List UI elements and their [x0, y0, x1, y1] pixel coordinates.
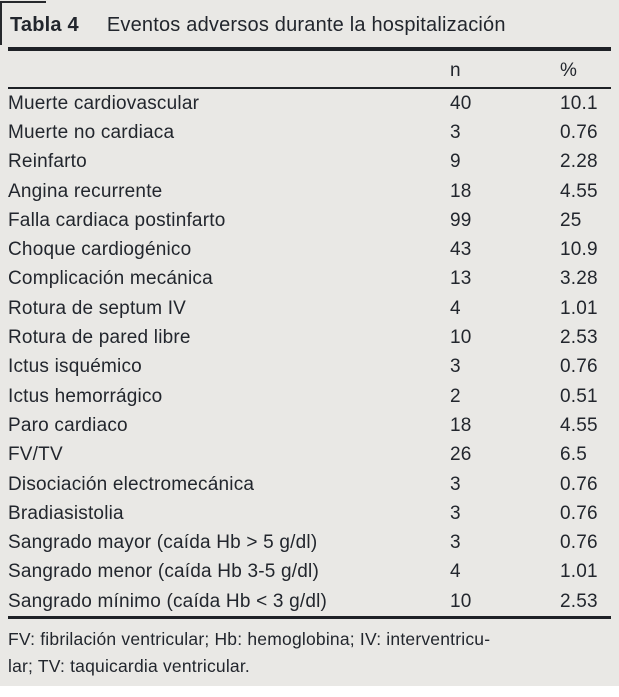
n-value: 3	[450, 356, 461, 378]
event-label: Rotura de pared libre	[8, 327, 191, 349]
table-caption	[8, 0, 611, 47]
percent-value: 1.01	[560, 561, 598, 583]
event-label: Ictus hemorrágico	[8, 385, 163, 407]
percent-value: 4.55	[560, 180, 598, 202]
table-header-row	[8, 51, 611, 87]
percent-value: 1.01	[560, 297, 598, 319]
event-label: Ictus isquémico	[8, 356, 142, 378]
header-percent-column: %	[560, 60, 577, 81]
n-value: 18	[450, 414, 472, 436]
event-label: Reinfarto	[8, 151, 87, 173]
percent-value: 2.28	[560, 151, 598, 173]
percent-value: 2.53	[560, 590, 598, 612]
n-value: 13	[450, 268, 472, 290]
table-row	[8, 470, 611, 499]
table-row	[8, 206, 611, 235]
percent-value: 10.9	[560, 239, 598, 261]
n-value: 18	[450, 180, 472, 202]
event-label: Angina recurrente	[8, 180, 163, 202]
event-label: Falla cardiaca postinfarto	[8, 209, 226, 231]
table-rows	[8, 89, 611, 616]
percent-value: 4.55	[560, 414, 598, 436]
table-row	[8, 323, 611, 352]
event-label: Bradiasistolia	[8, 502, 124, 524]
table-row	[8, 528, 611, 557]
header-event-column	[8, 82, 450, 87]
event-label: Disociación electromecánica	[8, 473, 255, 495]
event-label: FV/TV	[8, 444, 63, 466]
table-row	[8, 587, 611, 616]
event-label: Paro cardiaco	[8, 414, 128, 436]
table-row	[8, 558, 611, 587]
n-value: 10	[450, 327, 472, 349]
percent-value: 0.51	[560, 385, 598, 407]
n-value: 4	[450, 561, 461, 583]
table-row	[8, 499, 611, 528]
percent-value: 0.76	[560, 532, 598, 554]
n-value: 99	[450, 209, 472, 231]
event-label: Muerte cardiovascular	[8, 92, 200, 114]
percent-value: 25	[560, 209, 582, 231]
event-label: Choque cardiogénico	[8, 239, 192, 261]
table-title-text: Eventos adversos durante la hospitalización	[106, 14, 506, 36]
footnote-line-1: FV: fibrilación ventricular; Hb: hemoglobina; IV: interventricu-	[8, 629, 491, 650]
table-number-label: Tabla 4	[10, 14, 79, 36]
table-row	[8, 177, 611, 206]
n-value: 10	[450, 590, 472, 612]
n-value: 9	[450, 151, 461, 173]
n-value: 3	[450, 502, 461, 524]
n-value: 40	[450, 92, 472, 114]
table-row	[8, 148, 611, 177]
n-value: 3	[450, 473, 461, 495]
n-value: 3	[450, 532, 461, 554]
table-row	[8, 294, 611, 323]
percent-value: 0.76	[560, 473, 598, 495]
event-label: Muerte no cardiaca	[8, 121, 175, 143]
table-row	[8, 411, 611, 440]
table-row	[8, 235, 611, 264]
n-value: 2	[450, 385, 461, 407]
table-row	[8, 118, 611, 147]
percent-value: 6.5	[560, 444, 588, 466]
event-label: Sangrado mínimo (caída Hb < 3 g/dl)	[8, 590, 328, 612]
percent-value: 0.76	[560, 502, 598, 524]
table-row	[8, 353, 611, 382]
table-row	[8, 265, 611, 294]
table-footnote	[8, 619, 611, 680]
percent-value: 2.53	[560, 327, 598, 349]
event-label: Sangrado mayor (caída Hb > 5 g/dl)	[8, 532, 318, 554]
event-label: Complicación mecánica	[8, 268, 213, 290]
n-value: 43	[450, 239, 472, 261]
event-label: Rotura de septum IV	[8, 297, 187, 319]
percent-value: 0.76	[560, 356, 598, 378]
n-value: 4	[450, 297, 461, 319]
n-value: 3	[450, 121, 461, 143]
table-row	[8, 382, 611, 411]
table-row	[8, 441, 611, 470]
n-value: 26	[450, 444, 472, 466]
percent-value: 0.76	[560, 121, 598, 143]
percent-value: 10.1	[560, 92, 598, 114]
footnote-line-2: lar; TV: taquicardia ventricular.	[8, 656, 250, 677]
event-label: Sangrado menor (caída Hb 3-5 g/dl)	[8, 561, 319, 583]
table-row	[8, 89, 611, 118]
percent-value: 3.28	[560, 268, 598, 290]
header-n-column: n	[450, 60, 461, 81]
